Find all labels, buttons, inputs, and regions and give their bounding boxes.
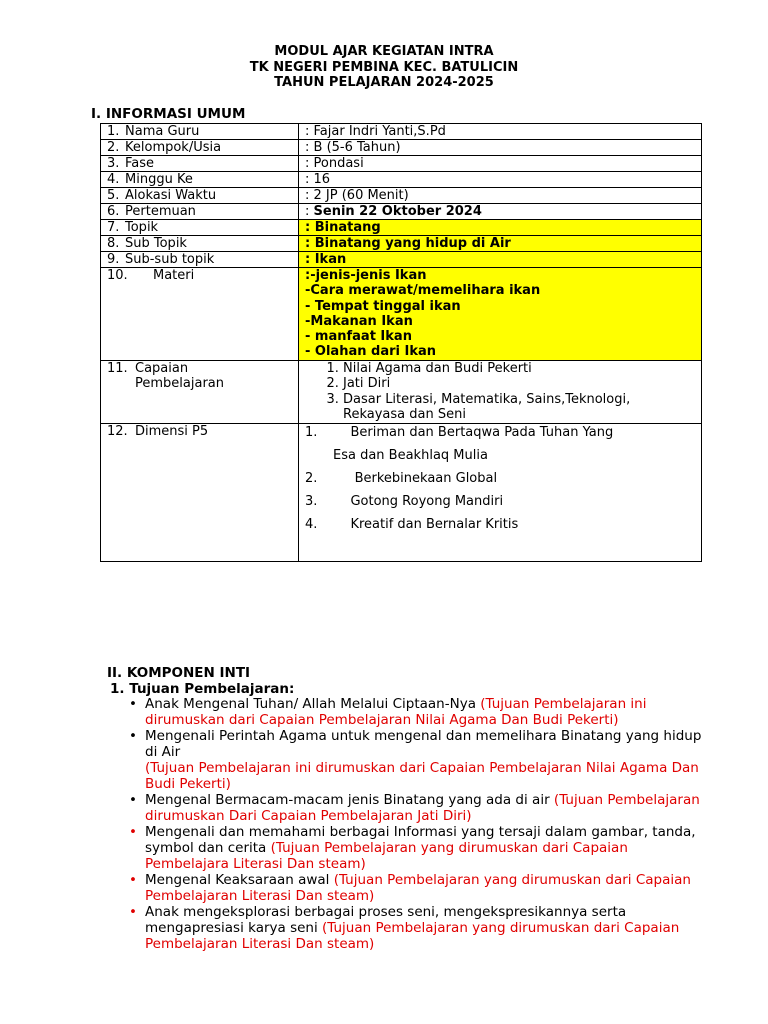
value-cell: : 2 JP (60 Menit) xyxy=(299,188,702,204)
header-line-3: TAHUN PELAJARAN 2024-2025 xyxy=(274,75,494,90)
label-cell xyxy=(101,360,299,423)
header-line-2: TK NEGERI PEMBINA KEC. BATULICIN xyxy=(249,59,519,75)
label-cell xyxy=(101,268,299,361)
row-number: 6. xyxy=(107,204,120,219)
row-number: 5. xyxy=(107,188,120,203)
list-item xyxy=(128,792,708,824)
table-row xyxy=(101,423,702,561)
bullet-icon: • xyxy=(129,792,137,808)
row-label: Minggu Ke xyxy=(125,172,193,187)
row-number: 2. xyxy=(107,140,120,155)
value-cell: : Fajar Indri Yanti,S.Pd xyxy=(299,124,702,140)
list-item: 1. Nilai Agama dan Budi Pekerti xyxy=(343,361,695,377)
label-cell xyxy=(101,124,299,140)
dimensi-item: 3. Gotong Royong Mandiri xyxy=(305,493,504,509)
materi-line: :-jenis-jenis Ikan xyxy=(305,268,427,283)
item-text: Mengenali dan memahami berbagai Informasi yang tersaji dalam gambar, tanda, symbol dan cerita xyxy=(145,824,696,856)
table-row xyxy=(101,204,702,220)
label-cell xyxy=(101,252,299,268)
meeting-date: Senin 22 Oktober 2024 xyxy=(313,204,482,219)
item-text: Mengenali Perintah Agama untuk mengenal dan memelihara Binatang yang hidup di Air xyxy=(145,728,702,760)
bullet-icon: • xyxy=(129,728,137,744)
item-note: (Tujuan Pembelajaran yang dirumuskan dari Capaian Pembelajaran Literasi Dan steam) xyxy=(145,920,680,952)
table-row xyxy=(101,252,702,268)
bullet-icon: • xyxy=(129,696,137,712)
value-cell: : B (5-6 Tahun) xyxy=(299,140,702,156)
label-cell xyxy=(101,156,299,172)
row-number: 10. xyxy=(107,268,128,283)
item-note: (Tujuan Pembelajaran ini dirumuskan dari Capaian Pembelajaran Nilai Agama Dan Budi Pekerti) xyxy=(145,760,699,792)
dimensi-item: Esa dan Beakhlaq Mulia xyxy=(333,447,488,463)
bullet-icon: • xyxy=(129,872,137,888)
dimensi-item: 4. Kreatif dan Bernalar Kritis xyxy=(305,516,519,532)
item-text: Mengenal Keaksaraan awal xyxy=(145,872,334,888)
item-note: (Tujuan Pembelajaran dirumuskan Dari Capaian Pembelajaran Jati Diri) xyxy=(145,792,700,824)
row-number: 7. xyxy=(107,220,120,235)
row-number: 12. xyxy=(107,423,128,439)
materi-line: -Cara merawat/memelihara ikan xyxy=(305,283,541,299)
row-label: Kelompok/Usia xyxy=(125,140,222,155)
bullet-icon: • xyxy=(129,904,137,920)
row-label: Alokasi Waktu xyxy=(125,188,217,203)
row-number: 4. xyxy=(107,172,120,187)
row-label: Materi xyxy=(153,268,195,283)
value-cell: : Pondasi xyxy=(299,156,702,172)
row-label: Capaian xyxy=(135,360,189,376)
dimensi-item: 2. Berkebinekaan Global xyxy=(305,470,498,486)
materi-line: -Makanan Ikan xyxy=(305,313,413,329)
section-2-title: II. KOMPONEN INTI xyxy=(107,665,251,681)
item-note: (Tujuan Pembelajaran ini dirumuskan dari Capaian Pembelajaran Nilai Agama Dan Budi Pekerti) xyxy=(145,696,647,728)
header-line-1: MODUL AJAR KEGIATAN INTRA xyxy=(274,44,494,59)
row-label: Sub Topik xyxy=(125,236,187,251)
label-cell xyxy=(101,172,299,188)
item-text: Anak mengeksplorasi berbagai proses seni, mengekspresikannya serta mengapresiasi karya seni xyxy=(145,904,627,936)
row-label: Pertemuan xyxy=(125,204,196,219)
dimensi-item: 1. Beriman dan Bertaqwa Pada Tuhan Yang xyxy=(305,424,614,440)
table-row xyxy=(101,140,702,156)
row-label: Fase xyxy=(125,156,155,171)
tujuan-list xyxy=(128,696,708,952)
item-note: (Tujuan Pembelajaran yang dirumuskan dari Capaian Pembelajara Literasi Dan steam) xyxy=(145,840,628,872)
row-number: 11. xyxy=(107,360,128,376)
row-label-cont: Pembelajaran xyxy=(135,375,224,391)
value-cell xyxy=(299,204,702,220)
value-cell: : Binatang yang hidup di Air xyxy=(299,236,702,252)
row-number: 3. xyxy=(107,156,120,171)
table-row xyxy=(101,268,702,361)
label-cell xyxy=(101,204,299,220)
value-cell: : 16 xyxy=(299,172,702,188)
row-label: Topik xyxy=(125,220,159,235)
info-table xyxy=(100,123,702,562)
row-label: Nama Guru xyxy=(125,124,200,139)
list-item: 2. Jati Diri xyxy=(343,376,695,392)
label-cell xyxy=(101,236,299,252)
materi-cell xyxy=(299,268,702,361)
label-cell xyxy=(101,220,299,236)
subsection-title: 1. Tujuan Pembelajaran: xyxy=(110,681,295,697)
item-text: Anak Mengenal Tuhan/ Allah Melalui Ciptaan-Nya xyxy=(145,696,481,712)
table-row xyxy=(101,188,702,204)
label-cell xyxy=(101,140,299,156)
materi-line: - manfaat Ikan xyxy=(305,329,412,345)
table-row xyxy=(101,172,702,188)
materi-line: - Tempat tinggal ikan xyxy=(305,298,461,314)
value-cell: : Binatang xyxy=(299,220,702,236)
item-text: Mengenal Bermacam-macam jenis Binatang yang ada di air xyxy=(145,792,554,808)
row-label: Sub-sub topik xyxy=(125,252,215,267)
list-item: 3. Dasar Literasi, Matematika, Sains,Teknologi, Rekayasa dan Seni xyxy=(343,392,695,423)
table-row xyxy=(101,124,702,140)
list-item xyxy=(128,696,708,728)
bullet-icon: • xyxy=(129,824,137,840)
label-cell xyxy=(101,423,299,561)
row-number: 1. xyxy=(107,124,120,139)
materi-line: - Olahan dari Ikan xyxy=(305,344,436,360)
value-cell: : Ikan xyxy=(299,252,702,268)
table-row xyxy=(101,236,702,252)
table-row xyxy=(101,360,702,423)
list-item xyxy=(128,728,708,792)
list-item xyxy=(128,904,708,952)
value-prefix: : xyxy=(305,204,314,219)
label-cell xyxy=(101,188,299,204)
row-number: 9. xyxy=(107,252,120,267)
section-1-title: I. INFORMASI UMUM xyxy=(91,106,246,122)
list-item xyxy=(128,824,708,872)
row-label: Dimensi P5 xyxy=(135,423,209,439)
table-row xyxy=(101,220,702,236)
capaian-list xyxy=(305,361,695,423)
row-number: 8. xyxy=(107,236,120,251)
document-header xyxy=(0,44,768,91)
item-note: (Tujuan Pembelajaran yang dirumuskan dari Capaian Pembelajaran Literasi Dan steam) xyxy=(145,872,691,904)
capaian-cell xyxy=(299,360,702,423)
dimensi-cell xyxy=(299,423,702,561)
list-item xyxy=(128,872,708,904)
table-row xyxy=(101,156,702,172)
